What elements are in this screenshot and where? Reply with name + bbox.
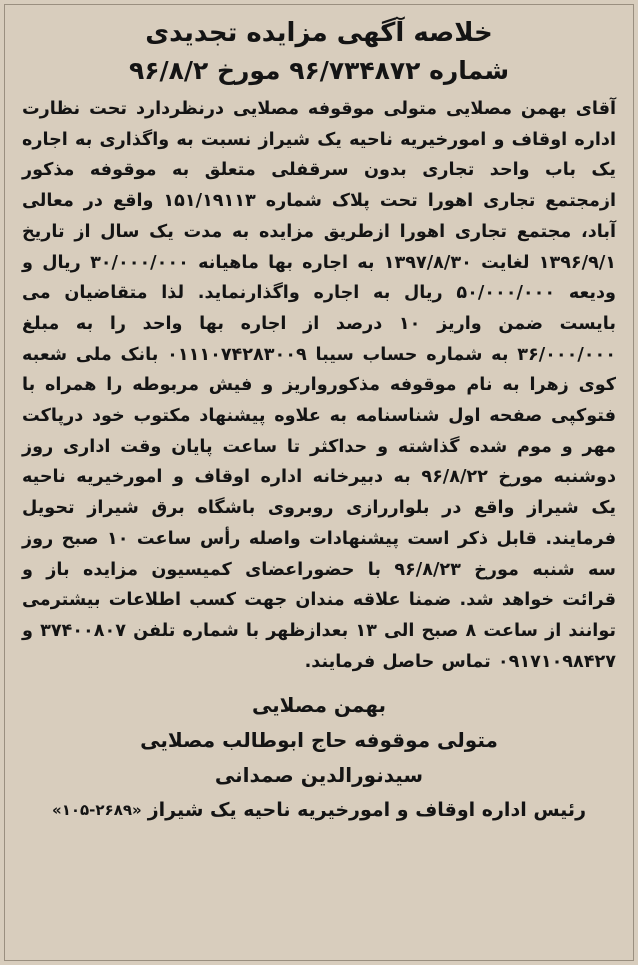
signature-block xyxy=(22,689,616,827)
signatory-name-1: بهمن مصلایی xyxy=(251,693,387,718)
notice-code: «۱۰۵-۲۶۸۹» xyxy=(52,801,142,820)
notice-number-date: شماره ۹۶/۷۳۴۸۷۲ مورخ ۹۶/۸/۲ xyxy=(128,56,510,85)
signatory-role-2-line xyxy=(22,794,616,827)
notice-title: خلاصه آگهی مزایده تجدیدی xyxy=(145,18,493,48)
signatory-role-1: متولی موقوفه حاج ابوطالب مصلایی xyxy=(140,728,498,753)
signatory-role-2: رئیس اداره اوقاف و امورخیریه ناحیه یک شیراز xyxy=(147,799,587,822)
notice-body: آقای بهمن مصلایی متولی موقوفه مصلایی درنظردارد تحت نظارت اداره اوقاف و امورخیریه ناحیه یک شیراز نسبت به واگذاری به اجاره یک باب واحد تجاری بدون سرقفلی متعلق به موقوفه مذکور ازمجتمع تجاری اهورا تحت پلاک شماره ۱۵۱/۱۹۱۱۳ واقع در معالی آباد، مجتمع تجاری اهورا ازطریق مزایده به مدت یک سال از تاریخ ۱۳۹۶/۹/۱ لغایت ۱۳۹۷/۸/۳۰ به اجاره بها ماهیانه ۳۰/۰۰۰/۰۰۰ ریال و ودیعه ۵۰/۰۰۰/۰۰۰ ریال به اجاره واگذارنماید. لذا متقاضیان می بایست ضمن واریز ۱۰ درصد از اجاره بها واحد را به مبلغ ۳۶/۰۰۰/۰۰۰ به شماره حساب سیبا ۰۱۱۱۰۷۴۲۸۳۰۰۹ بانک ملی شعبه کوی زهرا به نام موقوفه مذکورواریز و فیش مربوطه را همراه با فتوکپی صفحه اول شناسنامه به علاوه پیشنهاد مکتوب خود درپاکت مهر و موم شده گذاشته و حداکثر تا ساعت پایان وقت اداری روز دوشنبه مورخ ۹۶/۸/۲۲ به دبیرخانه اداره اوقاف و امورخیریه ناحیه یک شیراز واقع در بلواررازی روبروی باشگاه برق شیراز تحویل فرمایند. قابل ذکر است پیشنهادات واصله رأس ساعت ۱۰ صبح روز سه شنبه مورخ ۹۶/۸/۲۳ با حضوراعضای کمیسیون مزایده باز و قرائت خواهد شد. ضمنا علاقه مندان جهت کسب اطلاعات بیشترمی توانند از ساعت ۸ صبح الی ۱۳ بعدازظهر با شماره تلفن ۳۷۴۰۰۸۰۷ و ۰۹۱۷۱۰۹۸۴۲۷ تماس حاصل فرمایند. xyxy=(22,99,617,672)
signatory-name-2: سیدنورالدین صمدانی xyxy=(214,763,424,788)
